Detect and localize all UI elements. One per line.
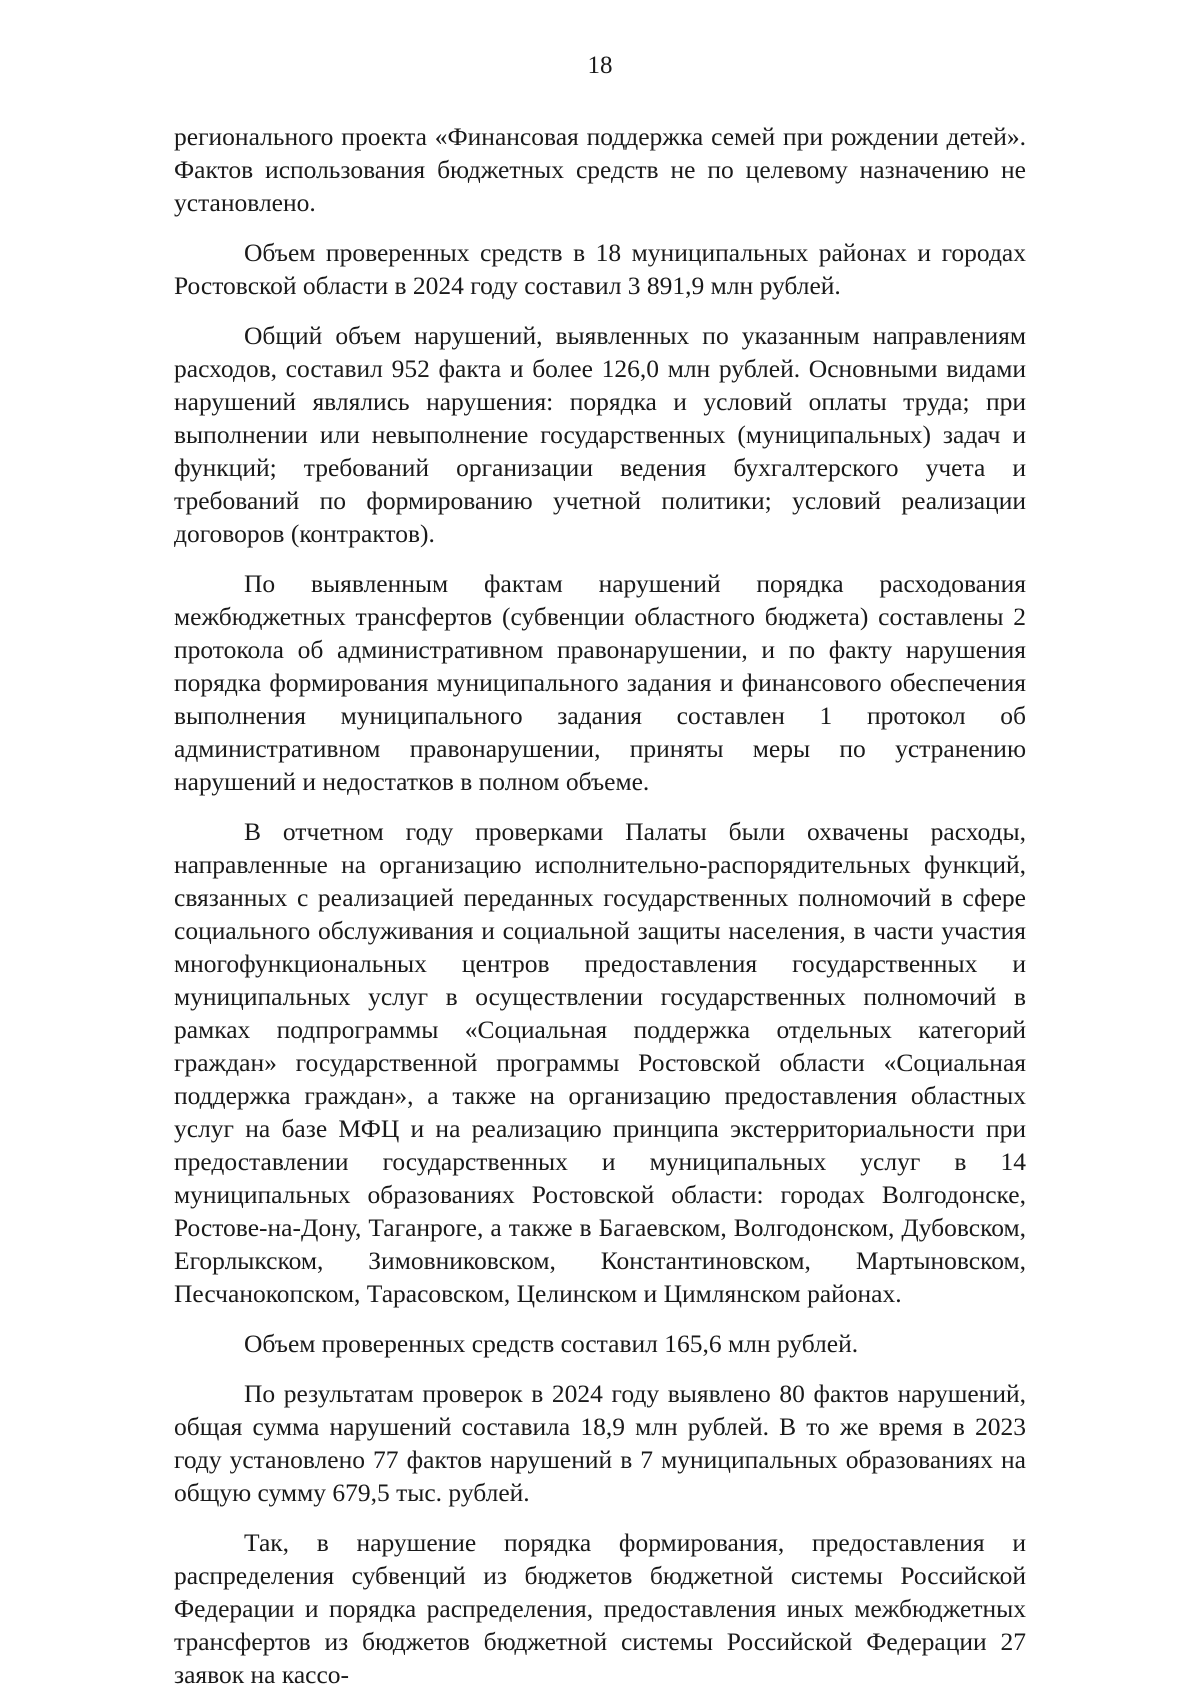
- paragraph: По выявленным фактам нарушений порядка расходования межбюджетных трансфертов (субвенции областного бюджета) составлены 2 протокола об административном правонарушении, и по факту нарушения порядка формирования муниципального задания и финансового обеспечения выполнения муниципального задания составлен 1 протокол об административном правонарушении, приняты меры по устранению нарушений и недостатков в полном объеме.: [174, 569, 1026, 796]
- page-number: 18: [587, 52, 613, 79]
- paragraph: Объем проверенных средств в 18 муниципальных районах и городах Ростовской области в 2024 году составил 3 891,9 млн рублей.: [174, 238, 1026, 300]
- paragraph: В отчетном году проверками Палаты были охвачены расходы, направленные на организацию исполнительно-распорядительных функций, связанных с реализацией переданных государственных полномочий в сфере социального обслуживания и социальной защиты населения, в части участия многофункциональных центров предоставления государственных и муниципальных услуг в осуществлении государственных полномочий в рамках подпрограммы «Социальная поддержка отдельных категорий граждан» государственной программы Ростовской области «Социальная поддержка граждан», а также на организацию предоставления областных услуг на базе МФЦ и на реализацию принципа экстерриториальности при предоставлении государственных и муниципальных услуг в 14 муниципальных образованиях Ростовской области: городах Волгодонске, Ростове-на-Дону, Таганроге, а также в Багаевском, Волгодонском, Дубовском, Егорлыкском, Зимовниковском, Константиновском, Мартыновском, Песчанокопском, Тарасовском, Целинском и Цимлянском районах.: [174, 817, 1026, 1308]
- paragraph: регионального проекта «Финансовая поддержка семей при рождении детей». Фактов использования бюджетных средств не по целевому назначению не установлено.: [174, 122, 1026, 217]
- paragraph: Так, в нарушение порядка формирования, предоставления и распределения субвенций из бюджетов бюджетной системы Российской Федерации и порядка распределения, предоставления иных межбюджетных трансфертов из бюджетов бюджетной системы Российской Федерации 27 заявок на кассо-: [174, 1528, 1026, 1689]
- paragraph: По результатам проверок в 2024 году выявлено 80 фактов нарушений, общая сумма нарушений составила 18,9 млн рублей. В то же время в 2023 году установлено 77 фактов нарушений в 7 муниципальных образованиях на общую сумму 679,5 тыс. рублей.: [174, 1379, 1026, 1507]
- paragraph: Общий объем нарушений, выявленных по указанным направлениям расходов, составил 952 факта и более 126,0 млн рублей. Основными видами нарушений являлись нарушения: порядка и условий оплаты труда; при выполнении или невыполнение государственных (муниципальных) задач и функций; требований организации ведения бухгалтерского учета и требований по формированию учетной политики; условий реализации договоров (контрактов).: [174, 321, 1026, 548]
- document-body: [174, 120, 1026, 1708]
- paragraph: Объем проверенных средств составил 165,6 млн рублей.: [244, 1329, 859, 1358]
